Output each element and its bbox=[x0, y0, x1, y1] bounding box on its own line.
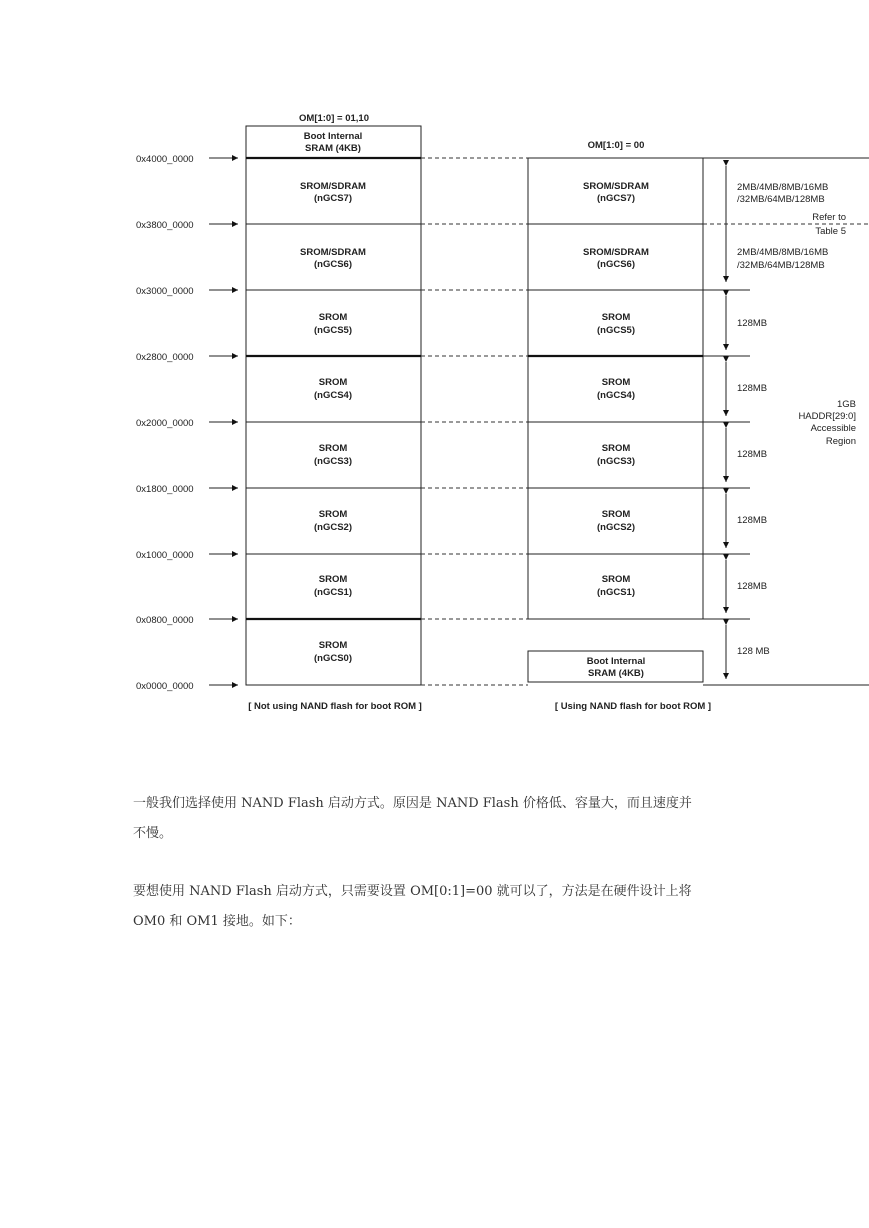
refer-line2: Table 5 bbox=[815, 226, 846, 237]
svg-text:(nGCS2): (nGCS2) bbox=[597, 522, 635, 533]
svg-text:SROM: SROM bbox=[601, 312, 631, 323]
left-memory-column bbox=[246, 126, 421, 685]
svg-text:SROM: SROM bbox=[318, 312, 348, 323]
svg-text:Accessible: Accessible bbox=[810, 423, 856, 434]
svg-text:(nGCS1): (nGCS1) bbox=[597, 587, 635, 598]
svg-text:SROM: SROM bbox=[601, 509, 631, 520]
svg-text:(nGCS5): (nGCS5) bbox=[597, 325, 635, 336]
svg-text:SROM/SDRAM: SROM/SDRAM bbox=[583, 247, 649, 258]
addr-0x0800: 0x0800_0000 bbox=[136, 615, 194, 626]
size-sdram-ngcs6-line1: 2MB/4MB/8MB/16MB bbox=[737, 247, 829, 258]
paragraph-line: 不慢。 bbox=[133, 826, 173, 841]
svg-text:SROM: SROM bbox=[318, 509, 348, 520]
svg-text:Region: Region bbox=[825, 436, 856, 447]
svg-text:SROM/SDRAM: SROM/SDRAM bbox=[300, 181, 366, 192]
svg-text:(nGCS5): (nGCS5) bbox=[314, 325, 352, 336]
svg-text:SROM/SDRAM: SROM/SDRAM bbox=[583, 181, 649, 192]
svg-text:SROM/SDRAM: SROM/SDRAM bbox=[300, 247, 366, 258]
addr-0x1000: 0x1000_0000 bbox=[136, 550, 194, 561]
size-ngcs2: 128MB bbox=[737, 515, 768, 526]
svg-text:SROM: SROM bbox=[318, 640, 348, 651]
svg-text:(nGCS7): (nGCS7) bbox=[314, 193, 352, 204]
svg-text:SROM: SROM bbox=[318, 574, 348, 585]
svg-text:1GB: 1GB bbox=[836, 399, 856, 410]
address-labels bbox=[136, 154, 238, 692]
left-caption: [ Not using NAND flash for boot ROM ] bbox=[248, 701, 422, 712]
svg-text:(nGCS7): (nGCS7) bbox=[597, 193, 635, 204]
size-ngcs0: 128 MB bbox=[737, 646, 770, 657]
size-ngcs1: 128MB bbox=[737, 581, 768, 592]
addr-0x2800: 0x2800_0000 bbox=[136, 352, 194, 363]
svg-text:(nGCS6): (nGCS6) bbox=[597, 259, 635, 270]
svg-text:(nGCS0): (nGCS0) bbox=[314, 653, 352, 664]
svg-text:SROM: SROM bbox=[318, 377, 348, 388]
size-annotations bbox=[703, 158, 869, 685]
svg-text:HADDR[29:0]: HADDR[29:0] bbox=[798, 411, 856, 422]
svg-text:(nGCS2): (nGCS2) bbox=[314, 522, 352, 533]
size-ngcs5: 128MB bbox=[737, 318, 768, 329]
left-boot-sram-line1: Boot Internal bbox=[303, 131, 363, 142]
dashed-connectors bbox=[421, 158, 528, 685]
right-mode-title: OM[1:0] = 00 bbox=[587, 140, 645, 151]
paragraph-om-setting bbox=[133, 877, 773, 937]
right-caption: [ Using NAND flash for boot ROM ] bbox=[554, 701, 712, 712]
refer-line1: Refer to bbox=[812, 212, 846, 223]
left-mode-title: OM[1:0] = 01,10 bbox=[299, 113, 369, 124]
right-boot-sram-line2: SRAM (4KB) bbox=[588, 668, 644, 679]
svg-text:SROM: SROM bbox=[601, 377, 631, 388]
size-ngcs4: 128MB bbox=[737, 383, 768, 394]
addr-0x2000: 0x2000_0000 bbox=[136, 418, 194, 429]
size-ngcs3: 128MB bbox=[737, 449, 768, 460]
addr-0x1800: 0x1800_0000 bbox=[136, 484, 194, 495]
addr-0x4000: 0x4000_0000 bbox=[136, 154, 194, 165]
svg-text:(nGCS4): (nGCS4) bbox=[314, 390, 352, 401]
addr-0x3000: 0x3000_0000 bbox=[136, 286, 194, 297]
right-bank-stack bbox=[528, 158, 703, 619]
size-sdram-ngcs7-line1: 2MB/4MB/8MB/16MB bbox=[737, 182, 829, 193]
svg-text:SROM: SROM bbox=[318, 443, 348, 454]
left-boot-sram-line2: SRAM (4KB) bbox=[305, 143, 361, 154]
paragraph-line: OM0 和 OM1 接地。如下： bbox=[133, 914, 301, 929]
right-boot-sram-line1: Boot Internal bbox=[586, 656, 646, 667]
svg-text:(nGCS3): (nGCS3) bbox=[597, 456, 635, 467]
svg-text:(nGCS3): (nGCS3) bbox=[314, 456, 352, 467]
svg-text:SROM: SROM bbox=[601, 443, 631, 454]
right-memory-column bbox=[528, 158, 703, 682]
size-sdram-ngcs7-line2: /32MB/64MB/128MB bbox=[737, 194, 825, 205]
addr-0x0000: 0x0000_0000 bbox=[136, 681, 194, 692]
svg-text:(nGCS1): (nGCS1) bbox=[314, 587, 352, 598]
paragraph-line: 要想使用 NAND Flash 启动方式，只需要设置 OM[0:1]=00 就可以了，方法是在硬件设计上将 bbox=[133, 884, 692, 899]
size-sdram-ngcs6-line2: /32MB/64MB/128MB bbox=[737, 260, 825, 271]
paragraph-nand-boot-reason bbox=[133, 789, 773, 849]
addr-0x3800: 0x3800_0000 bbox=[136, 220, 194, 231]
paragraph-line: 一般我们选择使用 NAND Flash 启动方式。原因是 NAND Flash 价格低、容量大，而且速度并 bbox=[133, 796, 692, 811]
svg-text:(nGCS4): (nGCS4) bbox=[597, 390, 635, 401]
svg-text:(nGCS6): (nGCS6) bbox=[314, 259, 352, 270]
svg-text:SROM: SROM bbox=[601, 574, 631, 585]
accessible-region-label bbox=[798, 399, 856, 447]
